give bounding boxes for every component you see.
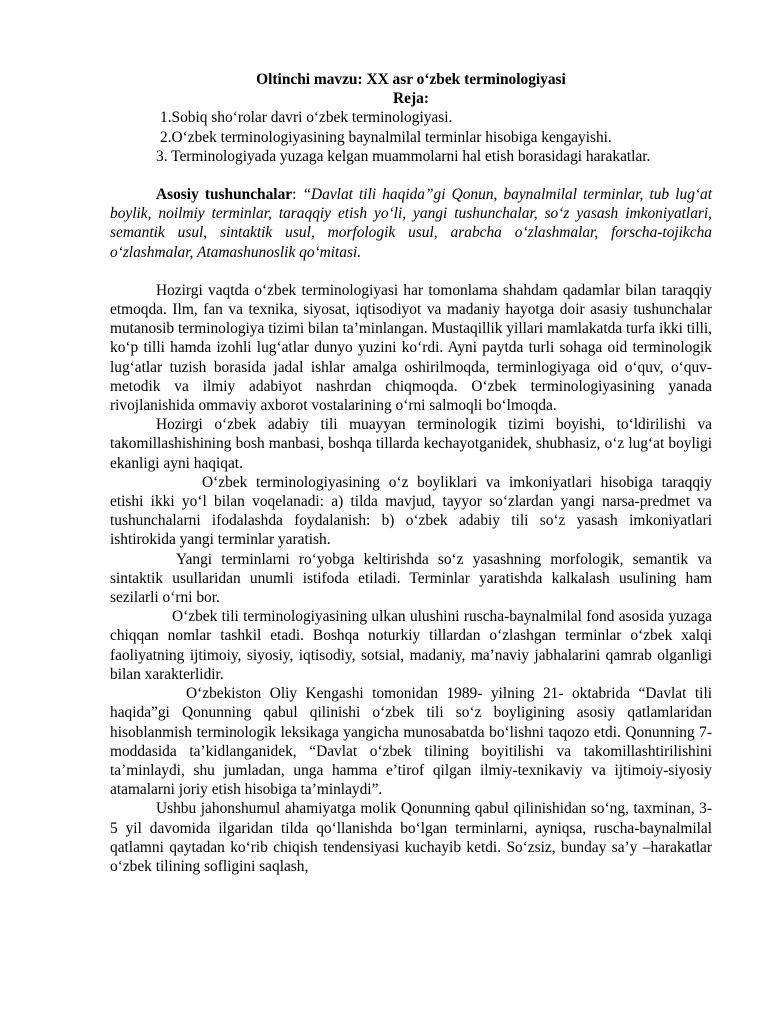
plan-heading: Reja:: [393, 90, 429, 108]
plan-item: 3. Terminologiyada yuzaga kelgan muammolarni hal etish borasidagi harakatlar.: [156, 147, 651, 165]
spacer: [110, 166, 712, 185]
body-paragraph: Hozirgi o‘zbek adabiy tili muayyan terminologik tizimi boyishi, to‘ldirilishi va takomillashishining bosh manbasi, boshqa tillarda kechayotganidek, shubhasiz, o‘z lug‘at boyligi ekanligi ayni haqiqat.: [110, 416, 712, 472]
key-concepts-separator: :: [292, 186, 303, 204]
document-title: Oltinchi mavzu: XX asr o‘zbek terminologiyasi: [256, 71, 566, 88]
body-paragraph: O‘zbek terminologiyasining o‘z boyliklari va imkoniyatlari hisobiga taraqqiy etishi ikki yo‘l bilan voqelanadi: a) tilda mavjud, tayyor so‘zlardan yangi narsa-predmet va tushunchalarni ifodalashda foydalanish: b) o‘zbek adabiy tili so‘z yasash imkoniyatlari ishtirokida yangi terminlar yaratish.: [110, 473, 712, 549]
spacer: [110, 262, 712, 281]
plan-item: 2.O‘zbek terminologiyasining baynalmilal terminlar hisobiga kengayishi.: [160, 128, 612, 146]
body-paragraph: O‘zbekiston Oliy Kengashi tomonidan 1989- yilning 21- oktabrida “Davlat tili haqida”gi Qonunning qabul qilinishi o‘zbek tili so‘z boyligining asosiy qatlamlaridan hisoblanmish terminologik leksikaga yangicha munosabatda bo‘lishni taqozo etdi. Qonunning 7-moddasida ta’kidlanganidek, “Davlat o‘zbek tilining boyitilishi va takomillashtirilishini ta’minlaydi, shu jumladan, unga hamma e’tirof qilgan ilmiy-texnikaviy va ijtimoiy-siyosiy atamalarni joriy etish hisobiga ta’minlaydi”.: [110, 685, 712, 799]
document-body: [110, 70, 712, 876]
key-concepts-label: Asosiy tushunchalar: [156, 186, 293, 204]
key-concepts: [110, 185, 712, 262]
key-concepts-text: “Davlat tili haqida”gi Qonun, baynalmilal terminlar, tub lug‘at boylik, noilmiy terminlar, taraqqiy etish yo‘li, yangi tushunchalar, so‘z yasash imkoniyatlari, semantik usul, sintaktik usul, morfologik usul, arabcha o‘zlashmalar, forscha-tojikcha o‘zlashmalar, Atamashunoslik qo‘mitasi.: [110, 186, 712, 261]
body-paragraph: Ushbu jahonshumul ahamiyatga molik Qonunning qabul qilinishidan so‘ng, taxminan, 3-5 yil davomida ilgaridan tilda qo‘llanishda bo‘lgan terminlarni, ayniqsa, ruscha-baynalmilal qatlamni qaytadan ko‘rib chiqish tendensiyasi kuchayib ketdi. So‘zsiz, bunday sa’y –harakatlar o‘zbek tilining sofligini saqlash,: [110, 800, 712, 875]
body-paragraph: Yangi terminlarni ro‘yobga keltirishda so‘z yasashning morfologik, semantik va sintaktik usullaridan unumli istifoda etiladi. Terminlar yaratishda kalkalash usulining ham sezilarli o‘rni bor.: [110, 550, 712, 607]
body-paragraph: Hozirgi vaqtda o‘zbek terminologiyasi har tomonlama shahdam qadamlar bilan taraqqiy etmoqda. Ilm, fan va texnika, siyosat, iqtisodiyot va madaniy hayotga doir asasiy tushunchalar mutanosib terminologiya tizimi bilan ta’minlangan. Mustaqillik yillari mamlakatda turfa ikki tilli, ko‘p tilli hamda izohli lug‘atlar dunyo yuzini ko‘rdi. Ayni paytda turli sohaga oid terminologik lug‘atlar tuzish borasida jadal ishlar amalga oshirilmoqda, terminlogiyaga oid o‘quv, o‘quv-metodik va ilmiy adabiyot nashrdan chiqmoqda. O‘zbek terminologiyasining yanada rivojlanishida ommaviy axborot vostalarining o‘rni salmoqli bo‘lmoqda.: [110, 281, 712, 415]
body-paragraph: O‘zbek tili terminologiyasining ulkan ulushini ruscha-baynalmilal fond asosida yuzaga chiqqan nomlar tashkil etadi. Boshqa noturkiy tillardan o‘zlashgan terminlar o‘zbek xalqi faoliyatning ijtimoiy, siyosiy, iqtisodiy, sotsial, madaniy, ma’naviy jabhalarini qamrab olganligi bilan xarakterlidir.: [110, 608, 712, 683]
plan-item: 1.Sobiq sho‘rolar davri o‘zbek terminologiyasi.: [160, 109, 453, 127]
